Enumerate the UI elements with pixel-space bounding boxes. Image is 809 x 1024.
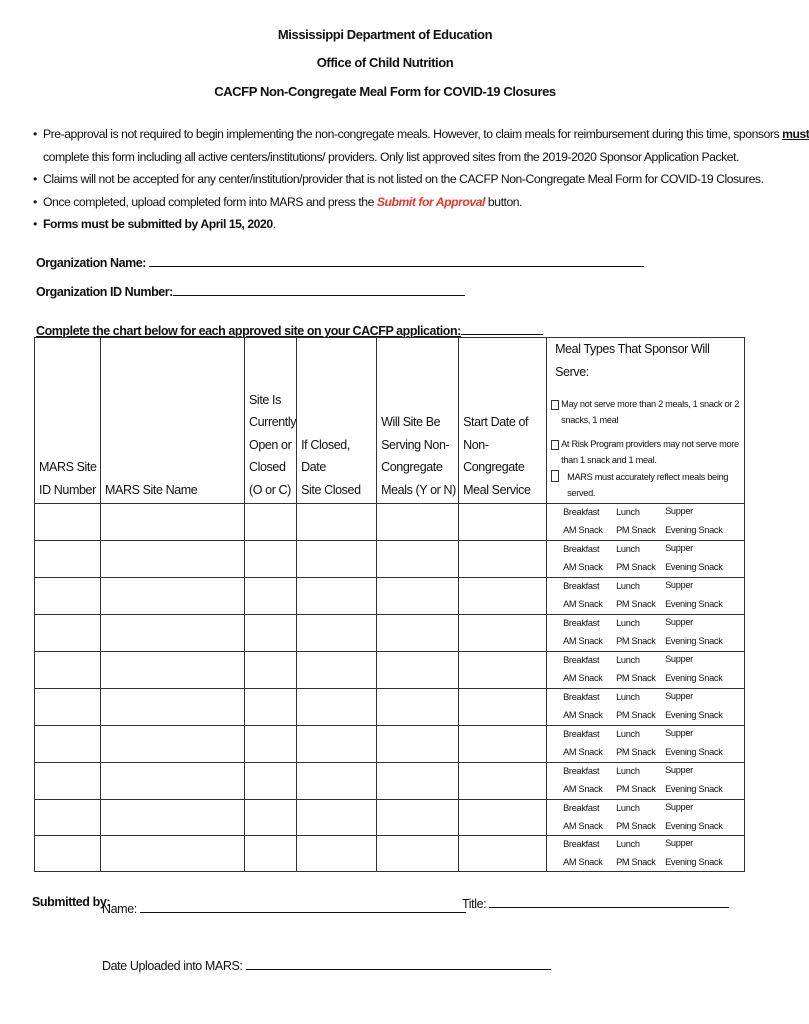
site-name-cell[interactable]	[101, 652, 245, 689]
meal-option[interactable]: Breakfast	[563, 507, 600, 517]
meal-option[interactable]: Lunch	[616, 655, 640, 665]
meal-types-cell	[547, 541, 745, 578]
meal-option[interactable]: Evening Snack	[665, 636, 723, 646]
non-congregate-cell[interactable]	[377, 726, 459, 763]
meal-types-cell	[547, 800, 745, 836]
checkbox-icon[interactable]	[551, 440, 559, 450]
non-congregate-cell[interactable]	[377, 578, 459, 615]
submitter-name-label: Name:	[102, 902, 137, 916]
meal-option[interactable]: Lunch	[616, 507, 640, 517]
header-meal-types	[547, 338, 745, 504]
upload-date-line[interactable]	[246, 957, 551, 970]
header-date-closed: If Closed, Date Site Closed	[297, 338, 377, 504]
submitter-name-line[interactable]	[140, 900, 466, 913]
table-row	[35, 726, 745, 763]
date-closed-cell[interactable]	[297, 615, 377, 652]
organization-name-field[interactable]	[36, 254, 644, 270]
meal-option[interactable]: AM Snack	[563, 784, 603, 794]
meal-option[interactable]: Evening Snack	[665, 821, 723, 831]
start-date-cell[interactable]	[459, 726, 547, 763]
header-mars-site-name: MARS Site Name	[101, 338, 245, 504]
chart-instruction-underline	[461, 322, 543, 335]
start-date-cell[interactable]	[459, 800, 547, 836]
non-congregate-cell[interactable]	[377, 615, 459, 652]
submitter-name-field[interactable]	[102, 900, 466, 916]
table-row	[35, 578, 745, 615]
organization-name-line[interactable]	[149, 254, 644, 267]
meal-option[interactable]: PM Snack	[616, 599, 656, 609]
bullet-icon: •	[33, 172, 37, 186]
site-name-cell[interactable]	[101, 800, 245, 836]
site-id-cell[interactable]	[35, 689, 101, 726]
meal-option[interactable]: PM Snack	[616, 562, 656, 572]
meal-option[interactable]: Evening Snack	[665, 857, 723, 867]
site-id-cell[interactable]	[35, 541, 101, 578]
meal-option[interactable]: Lunch	[616, 839, 640, 849]
open-closed-cell[interactable]	[245, 763, 297, 800]
open-closed-cell[interactable]	[245, 578, 297, 615]
submitter-title-field[interactable]	[462, 895, 729, 911]
meal-option[interactable]: AM Snack	[563, 673, 603, 683]
open-closed-cell[interactable]	[245, 541, 297, 578]
meal-option[interactable]: PM Snack	[616, 710, 656, 720]
form-office-title: Office of Child Nutrition	[316, 55, 454, 70]
checkbox-icon[interactable]	[551, 400, 559, 410]
site-name-cell[interactable]	[101, 541, 245, 578]
site-id-cell[interactable]	[35, 504, 101, 541]
meal-types-cell	[547, 726, 745, 763]
meal-option-note-2: At Risk Program providers may not serve more than 1 snack and 1 meal.	[551, 437, 744, 468]
meal-option[interactable]: Evening Snack	[665, 525, 723, 535]
meal-option[interactable]: Breakfast	[563, 581, 600, 591]
upload-date-field[interactable]	[102, 957, 551, 973]
site-name-cell[interactable]	[101, 504, 245, 541]
meal-option[interactable]: Lunch	[616, 729, 640, 739]
start-date-cell[interactable]	[459, 652, 547, 689]
meal-option[interactable]: Evening Snack	[665, 747, 723, 757]
meal-option[interactable]: Breakfast	[563, 618, 600, 628]
meal-option-note-1: May not serve more than 2 meals, 1 snack or 2 snacks, 1 meal	[551, 397, 744, 428]
sites-table	[34, 337, 745, 872]
meal-types-title: Meal Types That Sponsor Will Serve:	[555, 342, 710, 379]
non-congregate-cell[interactable]	[377, 836, 459, 872]
meal-option[interactable]: Supper	[665, 802, 693, 812]
site-name-cell[interactable]	[101, 615, 245, 652]
bullet-icon: •	[33, 217, 37, 231]
start-date-cell[interactable]	[459, 763, 547, 800]
meal-types-cell	[547, 763, 745, 800]
instruction-bullet-1: • Pre-approval is not required to begin implementing the non-congregate meals. However, to claim meals for reimbursement during this time, sponsors must	[33, 123, 733, 146]
upload-date-label: Date Uploaded into MARS:	[102, 959, 243, 973]
open-closed-cell[interactable]	[245, 800, 297, 836]
meal-option[interactable]: Breakfast	[563, 766, 600, 776]
start-date-cell[interactable]	[459, 504, 547, 541]
non-congregate-cell[interactable]	[377, 504, 459, 541]
checkbox-icon[interactable]	[551, 470, 559, 482]
meal-option[interactable]: PM Snack	[616, 636, 656, 646]
date-closed-cell[interactable]	[297, 541, 377, 578]
date-closed-cell[interactable]	[297, 504, 377, 541]
meal-option[interactable]: Lunch	[616, 766, 640, 776]
meal-types-cell	[547, 615, 745, 652]
meal-option[interactable]: AM Snack	[563, 710, 603, 720]
site-id-cell[interactable]	[35, 726, 101, 763]
meal-option[interactable]: AM Snack	[563, 562, 603, 572]
meal-option[interactable]: PM Snack	[616, 747, 656, 757]
non-congregate-cell[interactable]	[377, 763, 459, 800]
meal-option[interactable]: Evening Snack	[665, 562, 723, 572]
meal-types-cell	[547, 652, 745, 689]
meal-option[interactable]: AM Snack	[563, 821, 603, 831]
meal-option[interactable]: Supper	[665, 691, 693, 701]
site-id-cell[interactable]	[35, 800, 101, 836]
organization-id-label: Organization ID Number:	[36, 285, 173, 299]
header-start-date: Start Date of Non-Congregate Meal Service	[459, 338, 547, 504]
site-name-cell[interactable]	[101, 689, 245, 726]
meal-option[interactable]: PM Snack	[616, 784, 656, 794]
site-id-cell[interactable]	[35, 763, 101, 800]
instruction-bullet-1-continued: complete this form including all active centers/institutions/ providers. Only list approved sites from the 2019-2020 Sponsor Application Packet.	[43, 149, 739, 164]
meal-types-cell	[547, 504, 745, 541]
table-row	[35, 689, 745, 726]
meal-option[interactable]: Breakfast	[563, 692, 600, 702]
submitted-by-label: Submitted by:	[32, 895, 111, 909]
must-emphasis: must	[782, 127, 809, 141]
organization-name-label: Organization Name:	[36, 256, 146, 270]
meal-option[interactable]: AM Snack	[563, 636, 603, 646]
header-site-open-closed: Site Is Currently Open or Closed (O or C)	[245, 338, 297, 504]
date-closed-cell[interactable]	[297, 689, 377, 726]
meal-types-cell	[547, 836, 745, 872]
non-congregate-cell[interactable]	[377, 541, 459, 578]
meal-option[interactable]: Evening Snack	[665, 599, 723, 609]
meal-option[interactable]: Evening Snack	[665, 784, 723, 794]
table-row	[35, 763, 745, 800]
start-date-cell[interactable]	[459, 689, 547, 726]
meal-option[interactable]: Supper	[665, 543, 693, 553]
table-row	[35, 615, 745, 652]
meal-option[interactable]: PM Snack	[616, 821, 656, 831]
meal-option-note-3: MARS must accurately reflect meals being served.	[551, 470, 744, 501]
site-name-cell[interactable]	[101, 763, 245, 800]
table-row	[35, 800, 745, 836]
meal-option[interactable]: PM Snack	[616, 673, 656, 683]
meal-option[interactable]: Lunch	[616, 618, 640, 628]
meal-option[interactable]: Supper	[665, 765, 693, 775]
meal-option[interactable]: Supper	[665, 838, 693, 848]
meal-option[interactable]: Supper	[665, 617, 693, 627]
non-congregate-cell[interactable]	[377, 652, 459, 689]
start-date-cell[interactable]	[459, 836, 547, 872]
form-title: CACFP Non-Congregate Meal Form for COVID-19 Closures	[214, 84, 556, 99]
meal-option[interactable]: Breakfast	[563, 839, 600, 849]
start-date-cell[interactable]	[459, 541, 547, 578]
meal-option[interactable]: Breakfast	[563, 655, 600, 665]
table-row	[35, 541, 745, 578]
bullet-icon: •	[33, 127, 37, 141]
meal-option[interactable]: Breakfast	[563, 544, 600, 554]
date-closed-cell[interactable]	[297, 836, 377, 872]
open-closed-cell[interactable]	[245, 615, 297, 652]
organization-id-field[interactable]	[36, 283, 465, 299]
meal-option[interactable]: Breakfast	[563, 803, 600, 813]
site-id-cell[interactable]	[35, 652, 101, 689]
submitter-title-label: Title:	[462, 897, 487, 911]
instructions-list	[33, 123, 809, 236]
date-closed-cell[interactable]	[297, 652, 377, 689]
site-id-cell[interactable]	[35, 578, 101, 615]
meal-option[interactable]: Lunch	[616, 581, 640, 591]
table-row	[35, 504, 745, 541]
site-name-cell[interactable]	[101, 578, 245, 615]
meal-option[interactable]: AM Snack	[563, 747, 603, 757]
meal-option[interactable]: Lunch	[616, 544, 640, 554]
table-row	[35, 836, 745, 872]
form-agency-title: Mississippi Department of Education	[277, 27, 493, 42]
submit-for-approval-highlight: Submit for Approval	[376, 194, 485, 209]
meal-types-cell	[547, 689, 745, 726]
sites-table-body	[35, 504, 745, 872]
date-closed-cell[interactable]	[297, 578, 377, 615]
instruction-bullet-4: • Forms must be submitted by April 15, 2020.	[33, 213, 733, 236]
start-date-cell[interactable]	[459, 578, 547, 615]
open-closed-cell[interactable]	[245, 652, 297, 689]
meal-types-cell	[547, 578, 745, 615]
header-non-congregate: Will Site Be Serving Non- Congregate Meals (Y or N)	[377, 338, 459, 504]
meal-option[interactable]: Supper	[665, 580, 693, 590]
date-closed-cell[interactable]	[297, 800, 377, 836]
bullet-icon: •	[33, 194, 37, 209]
site-name-cell[interactable]	[101, 726, 245, 763]
meal-option[interactable]: Lunch	[616, 692, 640, 702]
open-closed-cell[interactable]	[245, 504, 297, 541]
open-closed-cell[interactable]	[245, 689, 297, 726]
meal-option[interactable]: Supper	[665, 728, 693, 738]
meal-option[interactable]: Supper	[665, 506, 693, 516]
open-closed-cell[interactable]	[245, 726, 297, 763]
start-date-cell[interactable]	[459, 615, 547, 652]
meal-option[interactable]: AM Snack	[563, 857, 603, 867]
site-id-cell[interactable]	[35, 836, 101, 872]
organization-id-line[interactable]	[173, 283, 465, 296]
meal-option[interactable]: Lunch	[616, 803, 640, 813]
date-closed-cell[interactable]	[297, 763, 377, 800]
meal-option[interactable]: Evening Snack	[665, 673, 723, 683]
meal-option[interactable]: PM Snack	[616, 525, 656, 535]
chart-instruction: Complete the chart below for each approved site on your CACFP application:	[36, 322, 543, 338]
header-mars-site-id: MARS Site ID Number	[35, 338, 101, 504]
instruction-bullet-3: • Once completed, upload completed form into MARS and press the Submit for Approval button.	[33, 191, 733, 214]
non-congregate-cell[interactable]	[377, 800, 459, 836]
meal-option[interactable]: AM Snack	[563, 525, 603, 535]
meal-option[interactable]: Supper	[665, 654, 693, 664]
site-name-cell[interactable]	[101, 836, 245, 872]
meal-option[interactable]: AM Snack	[563, 599, 603, 609]
meal-option[interactable]: PM Snack	[616, 857, 656, 867]
meal-option[interactable]: Evening Snack	[665, 710, 723, 720]
site-id-cell[interactable]	[35, 615, 101, 652]
open-closed-cell[interactable]	[245, 836, 297, 872]
non-congregate-cell[interactable]	[377, 689, 459, 726]
date-closed-cell[interactable]	[297, 726, 377, 763]
table-row	[35, 652, 745, 689]
instruction-bullet-2: • Claims will not be accepted for any center/institution/provider that is not listed on the CACFP Non-Congregate Meal Form for COVID-19 Closures.	[33, 168, 733, 191]
submitter-title-line[interactable]	[489, 895, 729, 908]
meal-option[interactable]: Breakfast	[563, 729, 600, 739]
